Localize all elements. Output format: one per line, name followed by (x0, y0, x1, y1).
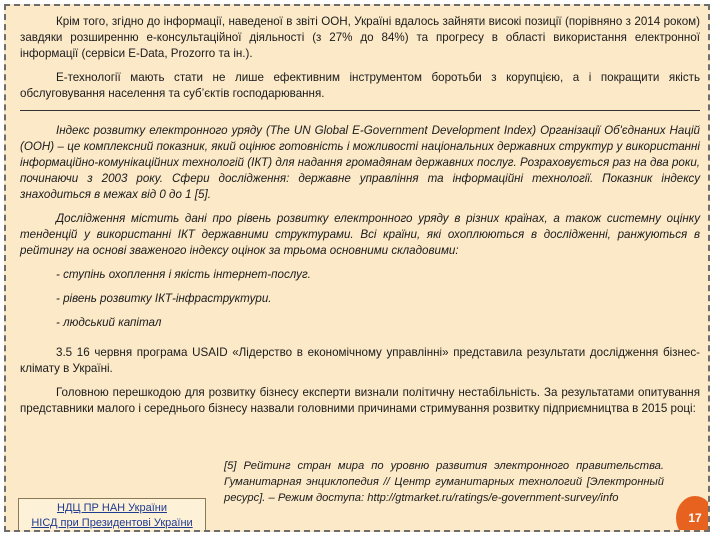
paragraph-e-technologies: Е-технології мають стати не лише ефективним інструментом боротьби з корупцією, а і покращити якість обслуговування населення та суб’єктів господарювання. (20, 71, 700, 100)
paragraph-e-consultation: Крім того, згідно до інформації, наведеної в звіті ООН, Україні вдалось зайняти високі позиції (порівняно з 2014 роком) завдяки розширенню е-консультаційної діяльності (з 27% до 84%) та прогресу в області використання електронної інформації (сервіси E-Data, Prozorro та ін.). (20, 15, 700, 60)
bullet-ict-infrastructure: - рівень розвитку ІКТ-інфраструктури. (56, 292, 272, 305)
divider-line (20, 110, 700, 111)
paragraph-usaid: 3.5 16 червня програма USAID «Лідерство в економічному управлінні» представила результати дослідження бізнес-клімату в Україні. (20, 346, 700, 375)
bullet-human-capital: - людський капітал (56, 316, 162, 329)
slide (4, 4, 710, 532)
slide-body (20, 14, 700, 425)
paragraph-egdi-definition: Індекс розвитку електронного уряду (The UN Global E-Government Development Index) Організації Об'єднаних Націй (ООН) – це комплексний показник, який оцінює готовність і можливості національних державних структур у використанні інформаційно-комунікаційних технологій (ІКТ) для надання громадянам державних послуг. Розраховується раз на два роки, починаючи з 2003 року. Сфери дослідження: державне управління та інформаційні технології. Показник індексу знаходиться в межах від 0 до 1 [5]. (20, 124, 700, 201)
paragraph-egdi-research: Дослідження містить дані про рівень розвитку електронного уряду в різних країнах, а також системну оцінку тенденцій у використанні ІКТ державними структурами. Всі країни, які охоплюються в дослідженні, ранжуються в рейтингу на основі зваженого індексу оцінок за трьома основними складовими: (20, 212, 700, 257)
egdi-section (20, 123, 700, 331)
link-nisd[interactable]: НІСД при Президентові України (31, 517, 193, 529)
footnote: [5] Рейтинг стран мира по уровню развития электронного правительства. Гуманитарная энциклопедия // Центр гуманитарных технологий [Электронный ресурс]. – Режим доступа: http://gtmarket.ru/ratings/e-government-survey/info (224, 460, 664, 504)
institution-links (18, 498, 206, 532)
paragraph-business-obstacles: Головною перешкодою для розвитку бізнесу експерти визнали політичну нестабільність. За результатами опитування представники малого і середнього бізнесу назвали головними причинами стримування розвитку підприємництва в 2015 році: (20, 386, 700, 415)
page-number-badge: 17 (676, 496, 710, 532)
link-ndc-nas[interactable]: НДЦ ПР НАН України (57, 502, 167, 514)
bullet-online-services: - ступінь охоплення і якість інтернет-послуг. (56, 268, 311, 281)
